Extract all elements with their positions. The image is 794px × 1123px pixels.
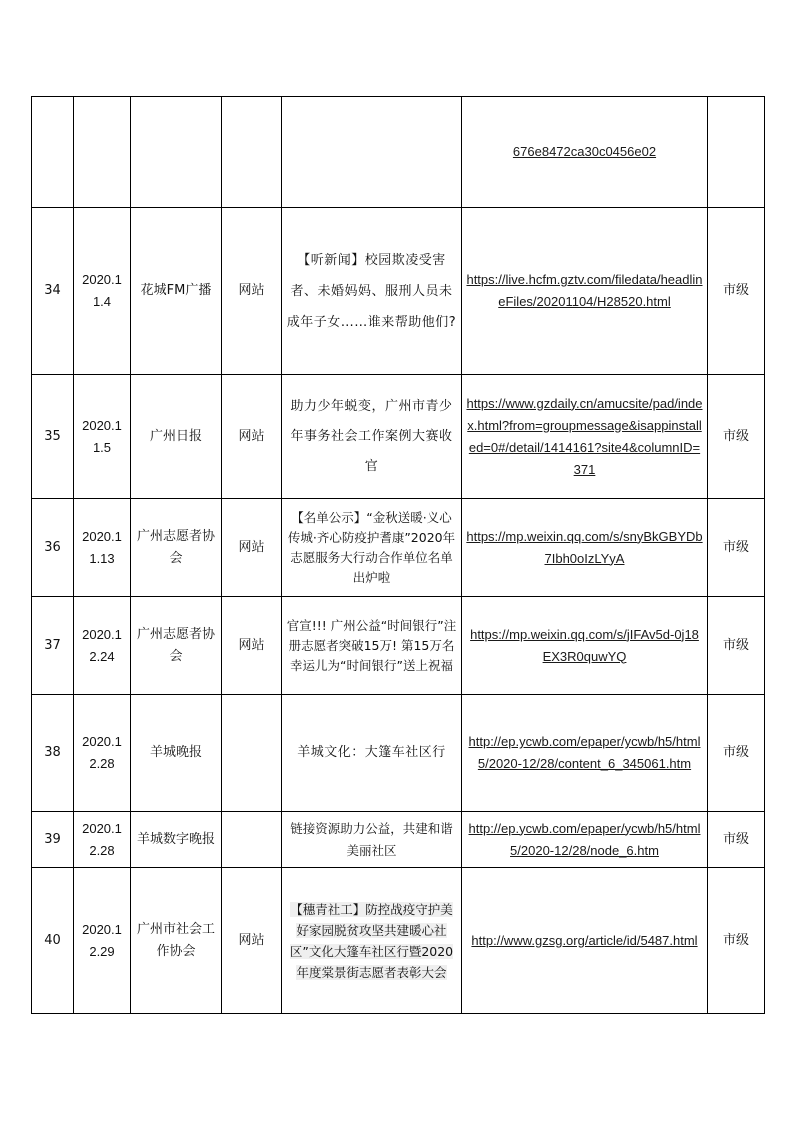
media-source: 广州日报: [131, 375, 222, 499]
publish-date: 2020.12.24: [74, 597, 131, 695]
article-title: 【名单公示】“金秋送暖·义心传城·齐心防疫护耆康”2020年志愿服务大行动合作单位名单出炉啦: [282, 499, 462, 597]
media-type: 网站: [222, 375, 282, 499]
article-title: 【穗青社工】防控战疫守护美好家园脱贫攻坚共建暖心社区”文化大篷车社区行暨2020年度棠景街志愿者表彰大会: [289, 901, 454, 980]
publish-date: 2020.11.4: [74, 208, 131, 375]
table-row: [32, 97, 765, 208]
row-number: 35: [32, 375, 74, 499]
article-title: 【听新闻】校园欺凌受害者、未婚妈妈、服刑人员未成年子女……谁来帮助他们?: [282, 208, 462, 375]
media-coverage-table: [31, 96, 765, 1014]
article-link-cell: [462, 97, 708, 208]
media-type: [222, 695, 282, 812]
row-number: 40: [32, 868, 74, 1014]
row-number: 37: [32, 597, 74, 695]
article-link-cell: [462, 597, 708, 695]
article-title-cell: [282, 868, 462, 1014]
media-type: [222, 97, 282, 208]
table-row: [32, 868, 765, 1014]
media-type: [222, 812, 282, 868]
media-level: 市级: [708, 812, 765, 868]
media-level: 市级: [708, 375, 765, 499]
table-row: [32, 812, 765, 868]
media-source: 广州志愿者协会: [131, 597, 222, 695]
article-title: 助力少年蜕变，广州市青少年事务社会工作案例大赛收官: [282, 375, 462, 499]
table-row: [32, 208, 765, 375]
media-level: 市级: [708, 695, 765, 812]
publish-date: 2020.11.13: [74, 499, 131, 597]
table-row: [32, 597, 765, 695]
media-level: 市级: [708, 597, 765, 695]
article-link[interactable]: http://www.gzsg.org/article/id/5487.html: [471, 932, 698, 948]
article-title: [282, 97, 462, 208]
article-link[interactable]: https://live.hcfm.gztv.com/filedata/headlineFiles/20201104/H28520.html: [466, 272, 703, 309]
article-link-cell: [462, 499, 708, 597]
publish-date: 2020.12.28: [74, 812, 131, 868]
row-number: 34: [32, 208, 74, 375]
publish-date: 2020.12.28: [74, 695, 131, 812]
media-type: 网站: [222, 499, 282, 597]
article-title: 羊城文化：大篷车社区行: [282, 695, 462, 812]
media-level: 市级: [708, 868, 765, 1014]
article-title: 官宣!!! 广州公益“时间银行”注册志愿者突破15万! 第15万名幸运儿为“时间银行”送上祝福: [282, 597, 462, 695]
table-row: [32, 695, 765, 812]
article-link-cell: [462, 695, 708, 812]
media-source: [131, 97, 222, 208]
media-type: 网站: [222, 868, 282, 1014]
article-title: 链接资源助力公益，共建和谐美丽社区: [282, 812, 462, 868]
article-link[interactable]: https://www.gzdaily.cn/amucsite/pad/index.html?from=groupmessage&isappinstalled=0#/detail/1414161?site4&columnID=371: [466, 395, 703, 477]
article-link[interactable]: http://ep.ycwb.com/epaper/ycwb/h5/html5/2020-12/28/node_6.htm: [468, 820, 701, 858]
row-number: [32, 97, 74, 208]
article-link-cell: [462, 868, 708, 1014]
article-link[interactable]: http://ep.ycwb.com/epaper/ycwb/h5/html5/2020-12/28/content_6_345061.htm: [468, 734, 701, 771]
media-level: [708, 97, 765, 208]
article-link[interactable]: 676e8472ca30c0456e02: [512, 144, 657, 159]
media-type: 网站: [222, 597, 282, 695]
media-level: 市级: [708, 499, 765, 597]
publish-date: [74, 97, 131, 208]
media-source: 花城FM广播: [131, 208, 222, 375]
article-link-cell: [462, 812, 708, 868]
article-link[interactable]: https://mp.weixin.qq.com/s/jIFAv5d-0j18EX3R0quwYQ: [470, 626, 699, 664]
table-row: [32, 375, 765, 499]
publish-date: 2020.11.5: [74, 375, 131, 499]
row-number: 36: [32, 499, 74, 597]
media-source: 羊城数字晚报: [131, 812, 222, 868]
media-source: 广州志愿者协会: [131, 499, 222, 597]
row-number: 39: [32, 812, 74, 868]
article-link-cell: [462, 375, 708, 499]
media-source: 羊城晚报: [131, 695, 222, 812]
media-type: 网站: [222, 208, 282, 375]
row-number: 38: [32, 695, 74, 812]
table-row: [32, 499, 765, 597]
media-source: 广州市社会工作协会: [131, 868, 222, 1014]
publish-date: 2020.12.29: [74, 868, 131, 1014]
article-link-cell: [462, 208, 708, 375]
media-level: 市级: [708, 208, 765, 375]
article-link[interactable]: https://mp.weixin.qq.com/s/snyBkGBYDb7Ibh0oIzLYyA: [466, 528, 703, 566]
